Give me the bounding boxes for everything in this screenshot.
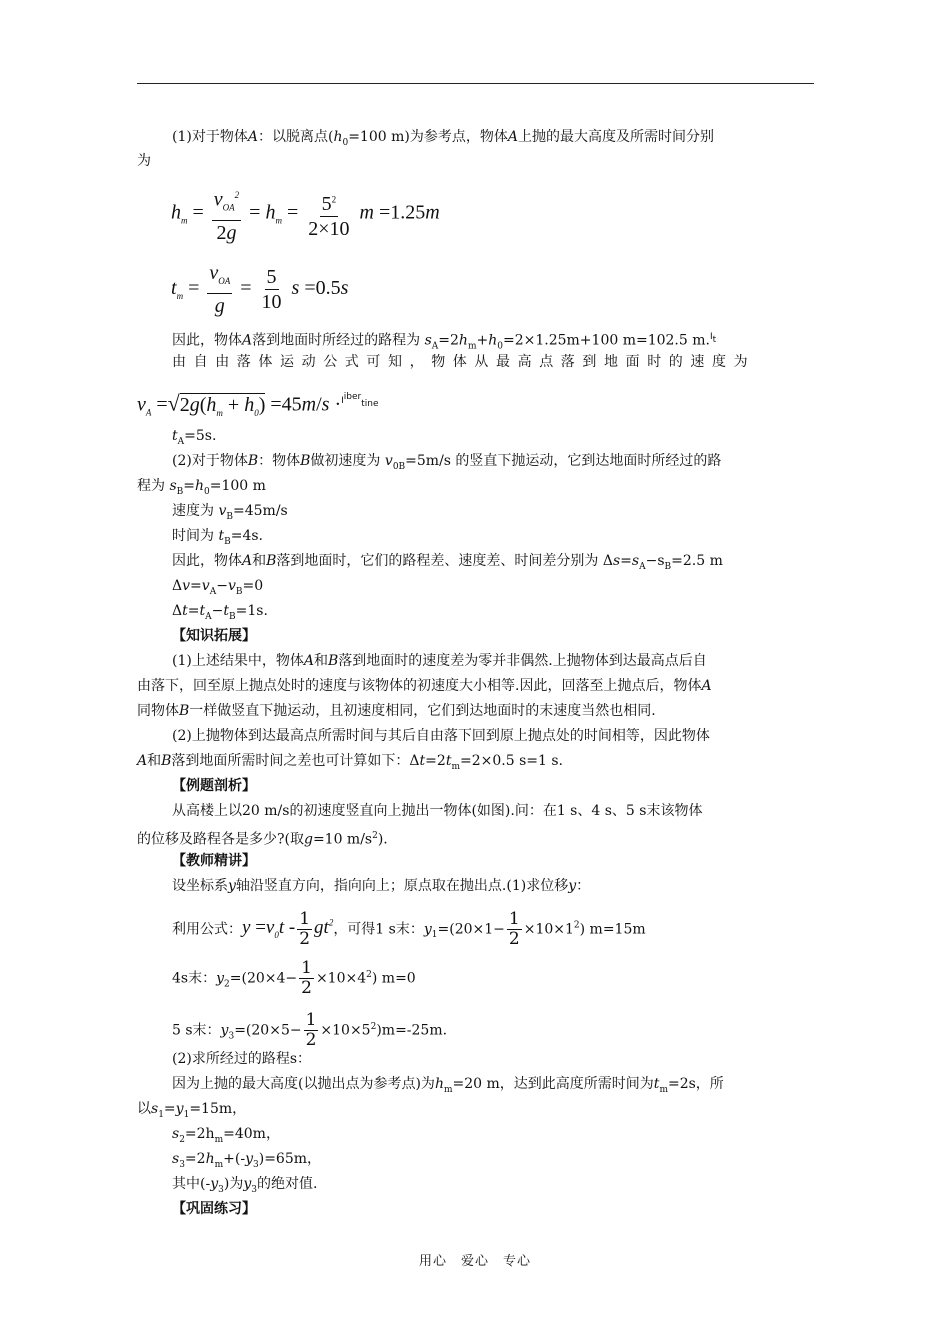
paragraph-4: $t_A=5s$. [172,428,217,447]
paragraph-7: 时间为 $t_B=4s$. [172,528,263,547]
paragraph-6: 速度为 $v_B=45m/s$ [172,503,288,522]
paragraph-15: 利用公式：$y =v_0t$ - $\frac{1}{2}$ $gt^2$，可得1 s末：$y_1=(20\times 1-$ $\frac{1}{2}$ $\times 10\times 1^2$) m=15m [172,908,646,949]
paragraph-19a: 因为上抛的最大高度(以抛出点为参考点)为$h_m=20$ m，达到此高度所需时间为$t_m=2s$，所 [172,1076,724,1095]
paragraph-21: $s_3=2h_m+(-y_3)=65m$， [172,1151,322,1170]
paragraph-8: 因此，物体A和B落到地面时，它们的路程差、速度差、时间差分别为 $\Delta s=s_A-s_B=2.5$ m [172,553,723,572]
paragraph-18: (2)求所经过的路程s： [172,1051,312,1067]
paragraph-12b: A和B落到地面所需时间之差也可计算如下：$\Delta t=2t_m=2\times 0.5$ s=1 s. [137,753,563,772]
paragraph-13a: 从高楼上以20 m/s的初速度竖直向上抛出一物体(如图).问：在1 s、4 s、5 s末该物体 [172,803,703,819]
heading-example-analysis: 【例题剖析】 [172,778,256,794]
paragraph-11a: (1)上述结果中，物体A和B落到地面时的速度差为零并非偶然.上抛物体到达最高点后自 [172,653,707,669]
paragraph-5a: (2)对于物体B：物体B做初速度为 $v_{0B}=5m/s$ 的竖直下抛运动，它到达地面时所经过的路 [172,453,722,472]
paragraph-2: 因此，物体A落到地面时所经过的路程为 $s_A=2h_m+h_0=2\times 1.25m+100$ m=102.5 m.$^{I_t}$ [172,332,717,352]
equation-tm: $t_m$ = $\frac{v_{OA}}{g}$ = $\frac{5}{10}$ s =0.5s [171,262,349,317]
paragraph-11c: 同物体B一样做竖直下抛运动，且初速度相同，它们到达地面时的末速度当然也相同. [137,703,656,719]
paragraph-20: $s_2=2h_m=40m$， [172,1126,280,1145]
paragraph-11b: 由落下，回至原上抛点处时的速度与该物体的初速度大小相等.因此，回落至上抛点后，物体A [137,678,712,694]
paragraph-19b: 以$s_1=y_1=15m$， [137,1101,247,1120]
paragraph-17: 5 s末：$y_3=(20\times 5-$ $\frac{1}{2}$ $\times 10\times 5^2)m=-25m$. [172,1010,448,1051]
heading-knowledge-extension: 【知识拓展】 [172,628,256,644]
page-footer: 用心 爱心 专心 [418,1254,531,1269]
paragraph-12a: (2)上抛物体到达最高点所需时间与其后自由落下回到原上抛点处的时间相等，因此物体 [172,728,710,744]
paragraph-3: 由自由落体运动公式可知，物体从最高点落到地面时的速度为 [172,354,756,370]
header-rule [137,83,814,84]
paragraph-9: $\Delta v=v_A-v_B=0$ [172,578,264,597]
heading-teacher-explanation: 【教师精讲】 [172,853,256,869]
paragraph-14: 设坐标系y轴沿竖直方向，指向向上；原点取在抛出点.(1)求位移y： [172,878,591,894]
paragraph-16: 4s末：$y_2=(20\times 4-$ $\frac{1}{2}$ $\times 10\times 4^2$) m=0 [172,958,416,999]
paragraph-13b: 的位移及路程各是多少?(取g=10 $m/s^2$). [137,831,388,848]
paragraph-5b: 程为 $s_B=h_0=100$ m [137,478,266,497]
paragraph-22: 其中$(-y_3)$为$y_3$的绝对值. [172,1176,318,1195]
heading-practice: 【巩固练习】 [172,1201,256,1217]
paragraph-1a: (1)对于物体A：以脱离点($h_0=100$ m)为参考点，物体A上抛的最大高度及所需时间分别 [172,129,714,148]
paragraph-1b: 为 [137,153,151,169]
equation-va: $v_A =√2g(h_m + h_0) =45m/s \cdot^{I^{iber}_{tine}}$ [137,390,379,418]
paragraph-10: $\Delta t=t_A-t_B=1s$. [172,603,268,622]
equation-hm: $h_m$ = $\frac{v_{OA}^2}{2g}$ = $h_m$ = $\frac{5^2}{2\times 10}$ m =1.25m [171,184,440,244]
